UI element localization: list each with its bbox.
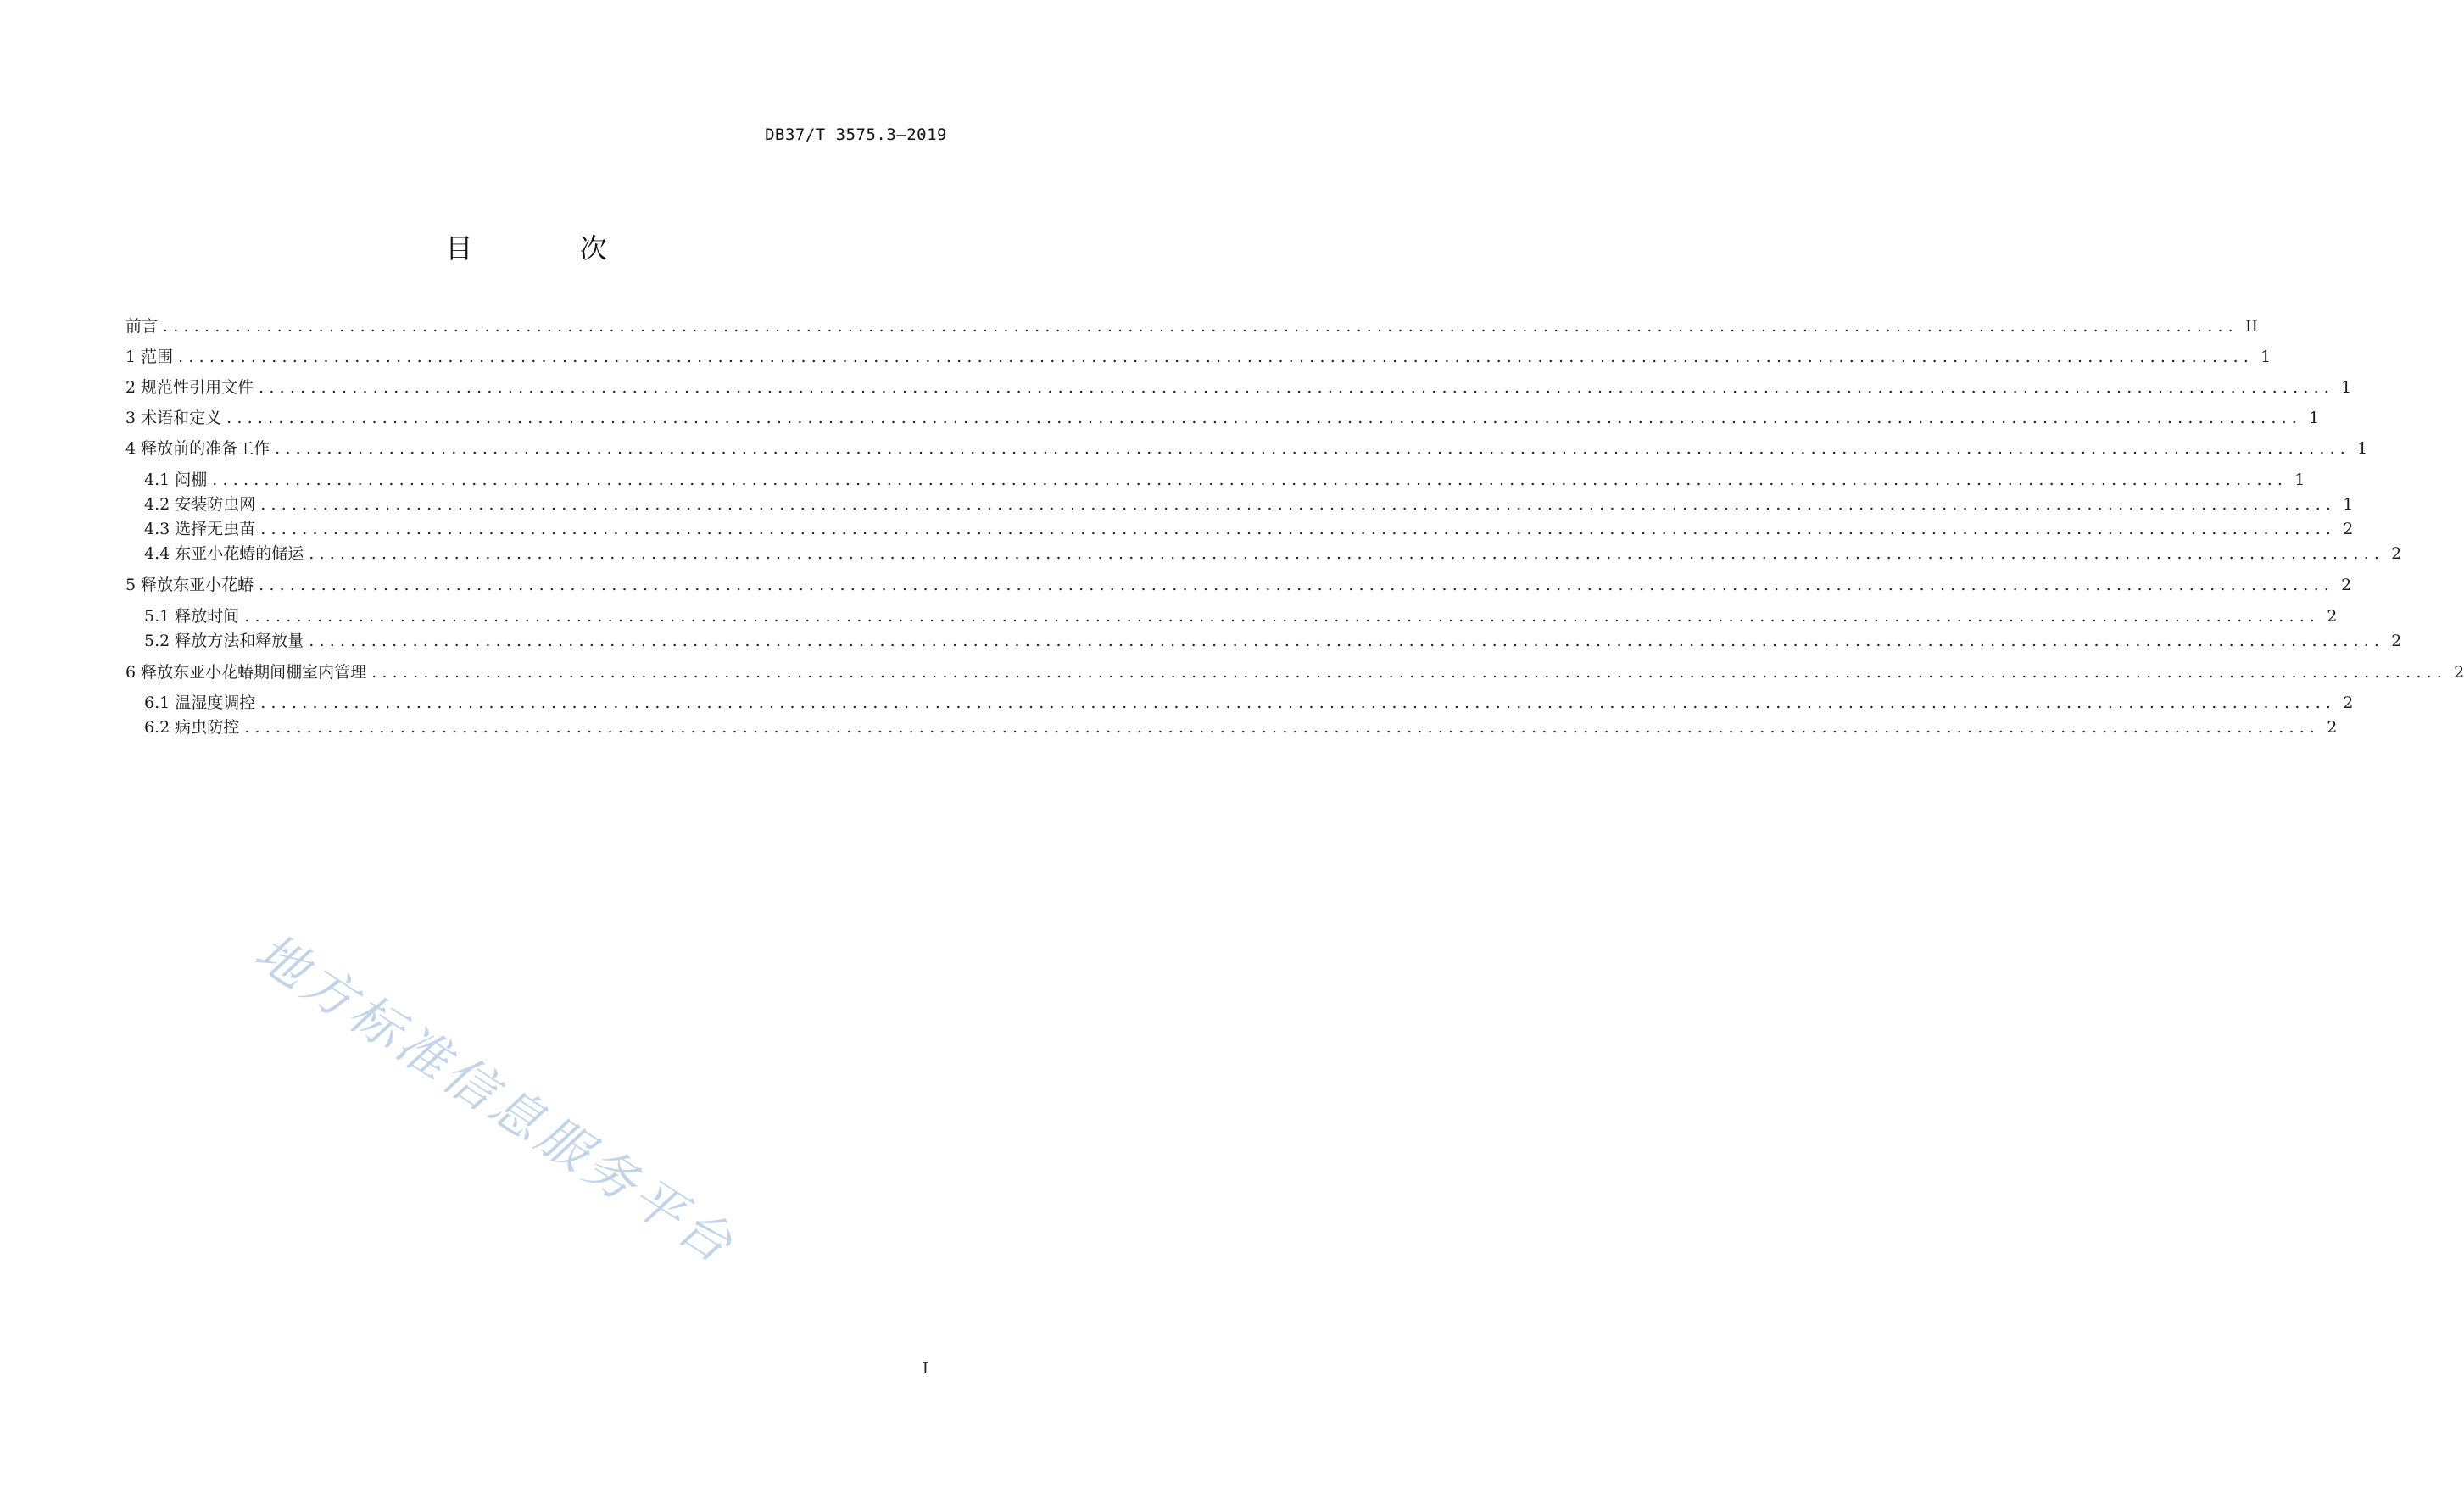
toc-entry-label: 4.1 闷棚: [144, 471, 208, 489]
toc-subentry[interactable]: [144, 493, 2354, 515]
toc-entry-page: 1: [2343, 495, 2354, 514]
toc-leader-dots: ........................................................................................................................................................................................................: [260, 520, 2337, 538]
toc-entry-page: 2: [2454, 663, 2464, 682]
toc-entry-page: II: [2244, 317, 2258, 336]
toc-entry-page: 2: [2343, 520, 2354, 538]
toc-entry-label: 4 释放前的准备工作: [125, 439, 270, 458]
toc-entry-page: 2: [2391, 544, 2402, 563]
toc-subentry[interactable]: [144, 716, 2338, 738]
toc-leader-dots: ........................................................................................................................................................................................................: [260, 495, 2337, 514]
toc-entry-label: 5 释放东亚小花蝽: [125, 576, 254, 594]
toc-leader-dots: ........................................................................................................................................................................................................: [244, 607, 2321, 626]
toc-entry-label: 6.1 温湿度调控: [144, 693, 256, 712]
toc-entry-label: 6.2 病虫防控: [144, 718, 240, 737]
standard-code: DB37/T 3575.3—2019: [765, 125, 947, 144]
toc-subentry[interactable]: [144, 605, 2338, 627]
toc-leader-dots: ........................................................................................................................................................................................................: [163, 317, 2238, 336]
toc-entry-label: 2 规范性引用文件: [125, 378, 254, 397]
toc-entry-label: 前言: [125, 317, 159, 336]
toc-entry-page: 1: [2357, 439, 2368, 458]
toc-leader-dots: ........................................................................................................................................................................................................: [259, 378, 2335, 397]
toc-entry-label: 5.2 释放方法和释放量: [144, 632, 304, 650]
toc-entry-label: 1 范围: [125, 348, 174, 366]
watermark: 地方标准信息服务平台: [244, 922, 746, 1278]
toc-subentry[interactable]: [144, 469, 2305, 491]
toc-leader-dots: ........................................................................................................................................................................................................: [260, 693, 2337, 712]
toc-entry-page: 2: [2391, 632, 2402, 650]
toc-entry[interactable]: [125, 407, 2320, 429]
toc-leader-dots: ........................................................................................................................................................................................................: [244, 718, 2321, 737]
toc-subentry[interactable]: [144, 543, 2402, 565]
toc-entry-page: 1: [2341, 378, 2352, 397]
toc-entry[interactable]: [125, 437, 2368, 459]
toc-entry-label: 6 释放东亚小花蝽期间棚室内管理: [125, 663, 367, 682]
toc-entry-page: 2: [2343, 693, 2354, 712]
toc-leader-dots: ........................................................................................................................................................................................................: [309, 544, 2385, 563]
toc-leader-dots: ........................................................................................................................................................................................................: [212, 471, 2288, 489]
toc-subentry[interactable]: [144, 630, 2402, 652]
toc-leader-dots: ........................................................................................................................................................................................................: [259, 576, 2335, 594]
toc-entry[interactable]: [125, 661, 2464, 683]
toc-leader-dots: ........................................................................................................................................................................................................: [275, 439, 2351, 458]
toc-entry-label: 4.2 安装防虫网: [144, 495, 256, 514]
toc-entry[interactable]: [125, 346, 2272, 368]
toc-entry[interactable]: [125, 574, 2352, 596]
toc-subentry[interactable]: [144, 518, 2354, 540]
toc-leader-dots: ........................................................................................................................................................................................................: [178, 348, 2255, 366]
toc-entry-page: 1: [2309, 409, 2320, 427]
toc-entry-page: 2: [2327, 718, 2338, 737]
page-number: I: [922, 1360, 928, 1378]
page-title: 目 次: [445, 232, 656, 265]
toc-entry-label: 4.4 东亚小花蝽的储运: [144, 544, 304, 563]
toc-entry[interactable]: [125, 315, 2258, 337]
toc-entry-page: 2: [2327, 607, 2338, 626]
toc-entry-page: 1: [2261, 348, 2272, 366]
toc-entry[interactable]: [125, 376, 2352, 398]
toc-leader-dots: ........................................................................................................................................................................................................: [309, 632, 2385, 650]
toc-entry-label: 4.3 选择无虫苗: [144, 520, 256, 538]
toc-entry-page: 1: [2294, 471, 2305, 489]
toc-entry-label: 5.1 释放时间: [144, 607, 240, 626]
toc-entry-label: 3 术语和定义: [125, 409, 222, 427]
toc-subentry[interactable]: [144, 692, 2354, 714]
toc-leader-dots: ........................................................................................................................................................................................................: [371, 663, 2448, 682]
toc-leader-dots: ........................................................................................................................................................................................................: [226, 409, 2303, 427]
toc-entry-page: 2: [2341, 576, 2352, 594]
